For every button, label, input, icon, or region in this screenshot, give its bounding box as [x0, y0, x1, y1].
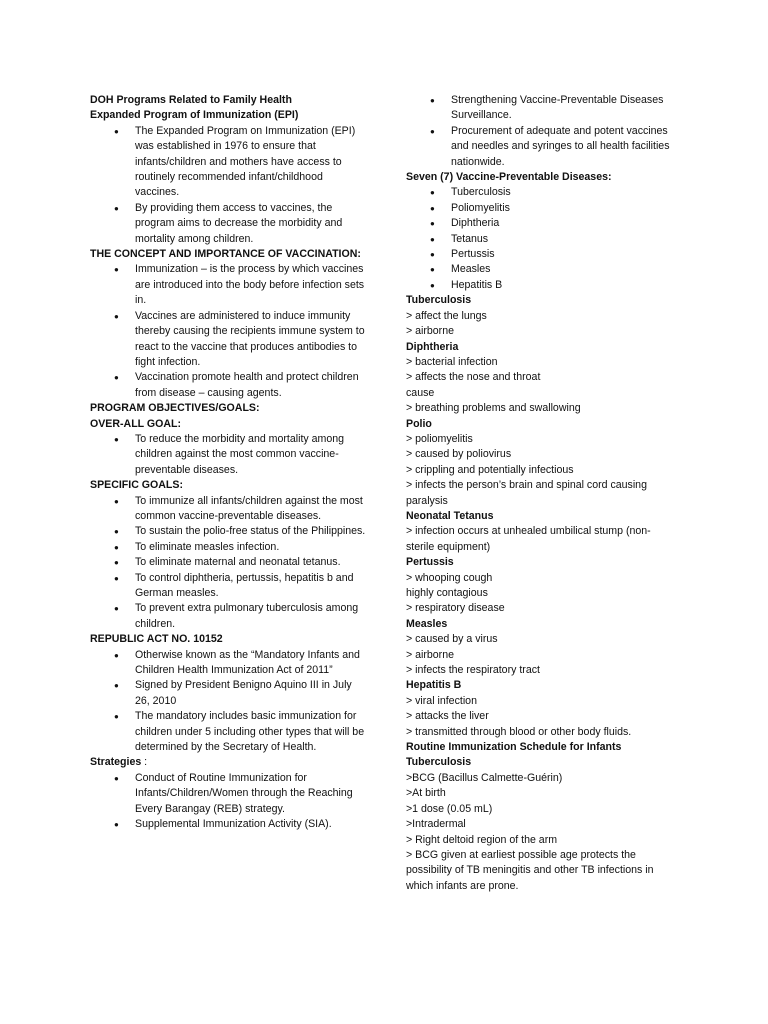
- list-item: ● Tetanus: [451, 232, 678, 247]
- list-item: ● Tuberculosis: [451, 185, 678, 200]
- section-heading-seven-diseases: Seven (7) Vaccine-Preventable Diseases:: [406, 171, 612, 184]
- disease-block-hepatitis-b: [406, 678, 678, 740]
- section-heading-overall: OVER-ALL GOAL:: [90, 417, 182, 430]
- disease-heading: Diphtheria: [406, 340, 459, 353]
- schedule-line: >1 dose (0.05 mL): [406, 802, 493, 815]
- section-heading-doh: DOH Programs Related to Family Health: [90, 94, 292, 106]
- section-heading-strategies-line: [90, 755, 366, 770]
- section-heading-schedule: Routine Immunization Schedule for Infants: [406, 741, 622, 754]
- list-item: ● The mandatory includes basic immunization for children under 5 including other types that will be determined by the Secretary of Health.: [135, 709, 366, 755]
- list-item: ● Vaccines are administered to induce immunity thereby causing the recipients immune system to react to the vaccine that produces antibodies to fight infection.: [135, 309, 366, 371]
- schedule-line: >At birth: [406, 787, 446, 800]
- list-item: ● Immunization – is the process by which vaccines are introduced into the body before infection sets in.: [135, 262, 366, 308]
- list-item: ● To control diphtheria, pertussis, hepatitis b and German measles.: [135, 571, 366, 602]
- schedule-line: > BCG given at earliest possible age protects the possibility of TB meningitis and other TB infections in which infants are prone.: [406, 848, 654, 892]
- section-heading-specific: SPECIFIC GOALS:: [90, 479, 183, 492]
- list-item: ● Hepatitis B: [451, 278, 678, 293]
- overall-bullet-list: [90, 432, 366, 478]
- disease-note: > viral infection: [406, 694, 477, 707]
- section-heading-objectives: PROGRAM OBJECTIVES/GOALS:: [90, 402, 260, 415]
- disease-note: > respiratory disease: [406, 602, 505, 615]
- section-heading-concept: THE CONCEPT AND IMPORTANCE OF VACCINATION:: [90, 248, 361, 261]
- disease-block-neonatal-tetanus: [406, 509, 678, 555]
- list-item: ● To prevent extra pulmonary tuberculosis among children.: [135, 601, 366, 632]
- list-item: ● By providing them access to vaccines, the program aims to decrease the morbidity and mortality among children.: [135, 201, 366, 247]
- disease-heading: Tuberculosis: [406, 294, 472, 307]
- disease-note: > whooping cough: [406, 571, 493, 584]
- section-heading-strategies: Strategies: [90, 756, 142, 769]
- list-item: ● Poliomyelitis: [451, 201, 678, 216]
- disease-heading: Pertussis: [406, 556, 454, 569]
- disease-note: highly contagious: [406, 587, 488, 599]
- disease-note: > crippling and potentially infectious: [406, 463, 574, 476]
- disease-heading: Neonatal Tetanus: [406, 509, 494, 522]
- disease-block-polio: [406, 417, 678, 509]
- disease-note: > caused by poliovirus: [406, 448, 512, 461]
- disease-heading: Measles: [406, 617, 448, 630]
- schedule-line: >Intradermal: [406, 818, 466, 831]
- list-item: ● Signed by President Benigno Aquino III in July 26, 2010: [135, 678, 366, 709]
- list-item: ● Strengthening Vaccine-Preventable Diseases Surveillance.: [451, 93, 678, 124]
- list-item: ● Vaccination promote health and protect children from disease – causing agents.: [135, 370, 366, 401]
- left-column: [90, 93, 366, 833]
- list-item: ● Procurement of adequate and potent vaccines and needles and syringes to all health facilities nationwide.: [451, 124, 678, 170]
- disease-block-pertussis: [406, 555, 678, 617]
- disease-note: > caused by a virus: [406, 633, 498, 646]
- schedule-subheading: Tuberculosis: [406, 756, 472, 769]
- list-item: ● Conduct of Routine Immunization for Infants/Children/Women through the Reaching Every Barangay (REB) strategy.: [135, 771, 366, 817]
- disease-note: > infection occurs at unhealed umbilical stump (non-sterile equipment): [406, 525, 651, 553]
- disease-note: > airborne: [406, 648, 454, 661]
- list-item: ● Otherwise known as the “Mandatory Infants and Children Health Immunization Act of 2011”: [135, 648, 366, 679]
- schedule-line: > Right deltoid region of the arm: [406, 833, 558, 846]
- list-item: ● To reduce the morbidity and mortality among children against the most common vaccine-preventable diseases.: [135, 432, 366, 478]
- list-item: ● To immunize all infants/children against the most common vaccine-preventable diseases.: [135, 494, 366, 525]
- republic-act-bullet-list: [90, 648, 366, 756]
- disease-note: > infects the respiratory tract: [406, 664, 540, 677]
- list-item: ● Diphtheria: [451, 216, 678, 231]
- list-item: ● To eliminate measles infection.: [135, 540, 366, 555]
- right-column: [406, 93, 678, 894]
- disease-block-measles: [406, 617, 678, 679]
- disease-block-diphtheria: [406, 340, 678, 417]
- list-item: ● To eliminate maternal and neonatal tetanus.: [135, 555, 366, 570]
- seven-diseases-list: [406, 185, 678, 293]
- disease-note: > attacks the liver: [406, 710, 489, 723]
- disease-note: > infects the person’s brain and spinal cord causing paralysis: [406, 479, 647, 507]
- section-heading-epi: Expanded Program of Immunization (EPI): [90, 109, 299, 122]
- disease-note: > affect the lungs: [406, 309, 487, 322]
- section-heading-republic-act: REPUBLIC ACT NO. 10152: [90, 633, 223, 646]
- disease-block-tuberculosis: [406, 293, 678, 339]
- epi-bullet-list: [90, 124, 366, 247]
- disease-note: > airborne: [406, 325, 454, 338]
- schedule-line: >BCG (Bacillus Calmette-Guérin): [406, 771, 563, 784]
- list-item: ● Pertussis: [451, 247, 678, 262]
- disease-note: > poliomyelitis: [406, 432, 473, 445]
- disease-note: cause: [406, 386, 435, 399]
- list-item: ● Supplemental Immunization Activity (SIA).: [135, 817, 366, 832]
- specific-bullet-list: [90, 494, 366, 633]
- strategies-continued-list: [406, 93, 678, 170]
- disease-note: > bacterial infection: [406, 355, 498, 368]
- list-item: ● Measles: [451, 262, 678, 277]
- concept-bullet-list: [90, 262, 366, 401]
- disease-note: > breathing problems and swallowing: [406, 402, 581, 415]
- list-item: ● The Expanded Program on Immunization (EPI) was established in 1976 to ensure that infants/children and mothers have access to routinely recommended infant/childhood vaccines.: [135, 124, 366, 201]
- disease-heading: Polio: [406, 417, 432, 430]
- list-item: ● To sustain the polio-free status of the Philippines.: [135, 524, 366, 539]
- disease-heading: Hepatitis B: [406, 679, 462, 692]
- strategies-colon: :: [141, 756, 148, 769]
- disease-note: > transmitted through blood or other body fluids.: [406, 725, 632, 738]
- disease-note: > affects the nose and throat: [406, 371, 541, 384]
- strategies-bullet-list: [90, 771, 366, 833]
